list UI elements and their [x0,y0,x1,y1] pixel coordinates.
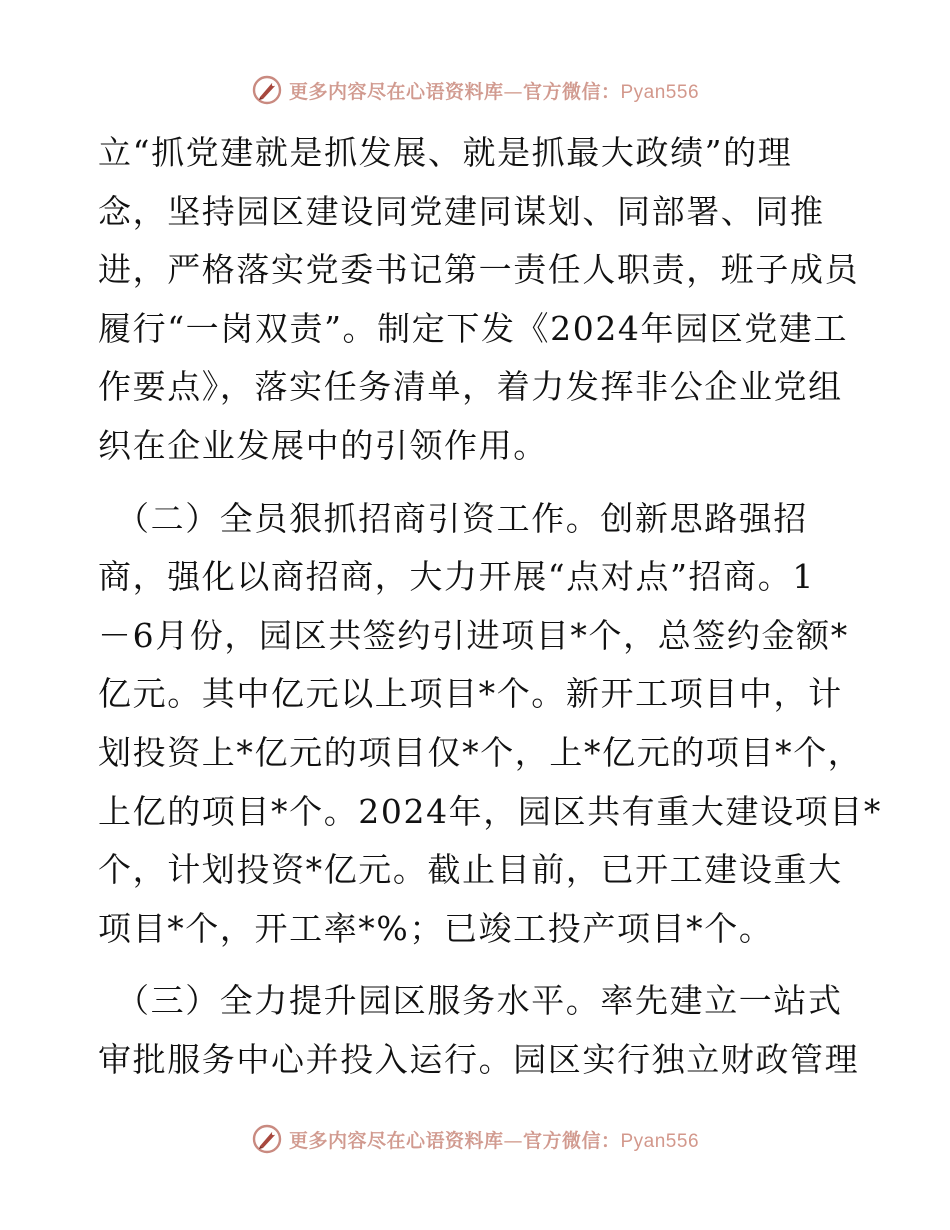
text-line: 亿元。其中亿元以上项目*个。新开工项目中，计 [98,674,843,714]
text-line: 划投资上*亿元的项目仅*个，上*亿元的项目*个， [98,732,863,772]
text-line: （三）全力提升园区服务水平。率先建立一站式 [116,981,843,1021]
text-line: 织在企业发展中的引领作用。 [98,425,548,465]
text-line: 项目*个，开工率*%；已竣工投产项目*个。 [98,908,774,948]
text-line: （二）全员狠抓招商引资工作。创新思路强招 [116,498,808,538]
text-line: 商，强化以商招商，大力开展“点对点”招商。1 [98,557,815,597]
text-line: 立“抓党建就是抓发展、就是抓最大政绩”的理 [98,133,793,172]
text-line: 作要点》，落实任务清单，着力发挥非公企业党组 [98,367,843,407]
paragraph-party-building [98,124,858,476]
pen-nib-circle-icon [251,1123,283,1155]
pen-nib-circle-icon [251,74,283,106]
text-line: 履行“一岗双责”。制定下发《2024年园区党建工 [98,308,849,348]
paragraph-service [98,972,858,1089]
watermark-group [251,74,699,106]
text-line: 审批服务中心并投入运行。园区实行独立财政管理 [98,1039,860,1079]
footer-watermark [0,1121,950,1157]
header-watermark [0,72,950,108]
text-line: －6月份，园区共签约引进项目*个，总签约金额* [98,615,849,655]
document-body [98,124,882,1090]
text-line: 进，严格落实党委书记第一责任人职责，班子成员 [98,250,860,290]
watermark-text: 更多内容尽在心语资料库—官方微信：Pyan556 [288,80,700,103]
watermark-group [251,1123,699,1155]
paragraph-investment [98,490,882,959]
text-line: 念，坚持园区建设同党建同谋划、同部署、同推 [98,191,825,231]
watermark-text: 更多内容尽在心语资料库—官方微信：Pyan556 [288,1129,700,1152]
text-line: 上亿的项目*个。2024年，园区共有重大建设项目* [98,791,882,831]
text-line: 个，计划投资*亿元。截止目前，已开工建设重大 [98,850,843,890]
